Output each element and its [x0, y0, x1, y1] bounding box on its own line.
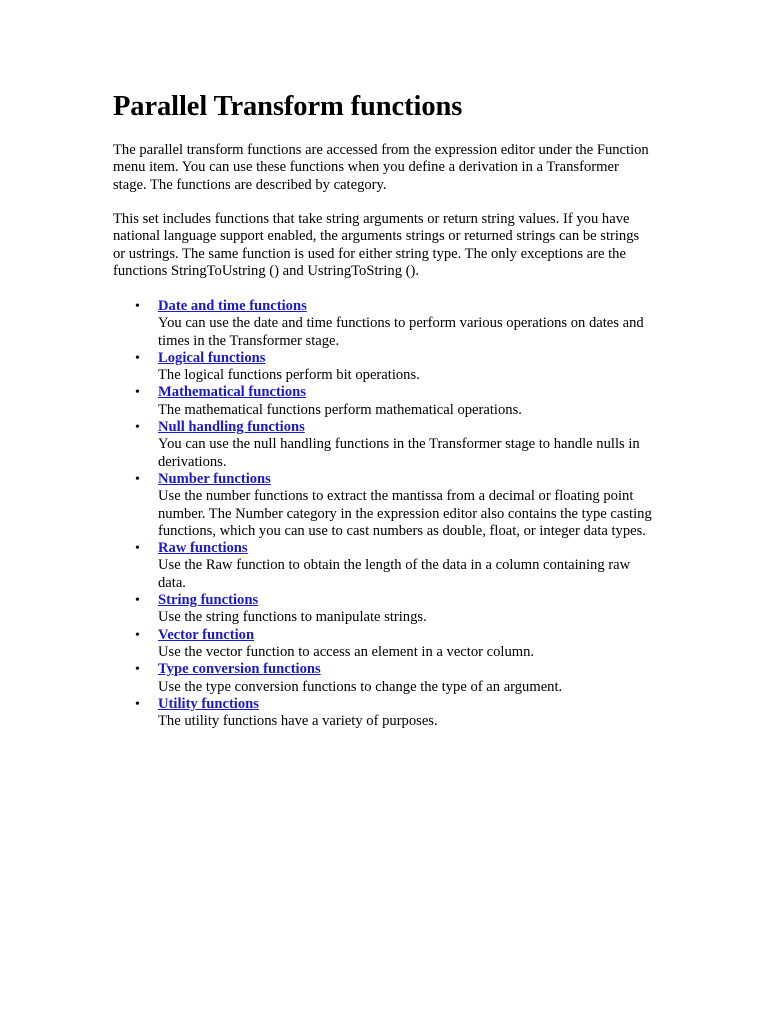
list-item-description: Use the vector function to access an element in a vector column. [158, 643, 535, 660]
list-item-description: Use the type conversion functions to change the type of an argument. [158, 678, 563, 695]
bullet-icon: • [135, 420, 140, 436]
list-item [113, 298, 653, 350]
list-item [113, 592, 653, 627]
bullet-icon: • [135, 593, 140, 609]
raw-functions-link[interactable]: Raw functions [158, 540, 248, 557]
mathematical-functions-link[interactable]: Mathematical functions [158, 384, 306, 401]
bullet-icon: • [135, 627, 140, 643]
bullet-icon: • [135, 299, 140, 314]
logical-functions-link[interactable]: Logical functions [158, 349, 266, 366]
date-time-functions-link[interactable]: Date and time functions [158, 298, 307, 314]
vector-function-link[interactable]: Vector function [158, 626, 255, 643]
list-item [113, 419, 653, 471]
bullet-icon: • [135, 385, 140, 401]
list-item [113, 471, 653, 540]
list-item-description: The logical functions perform bit operations. [158, 367, 420, 384]
list-item-description: Use the string functions to manipulate strings. [158, 609, 427, 626]
type-conversion-functions-link[interactable]: Type conversion functions [158, 661, 321, 678]
list-item-description: The mathematical functions perform mathematical operations. [158, 401, 522, 418]
bullet-icon: • [135, 471, 140, 487]
bullet-icon: • [135, 350, 140, 366]
page-title: Parallel Transform functions [113, 91, 463, 122]
utility-functions-link[interactable]: Utility functions [158, 695, 259, 712]
list-item [113, 540, 653, 592]
list-item [113, 696, 653, 731]
string-functions-link[interactable]: String functions [158, 592, 259, 609]
list-item-description: Use the number functions to extract the mantissa from a decimal or floating point number. The Number category in the expression editor also contains the type casting functions, which you can use to cast numbers as double, float, or integer data types. [158, 488, 652, 539]
bullet-icon: • [135, 696, 140, 712]
function-category-list [113, 298, 653, 730]
bullet-icon: • [135, 662, 140, 678]
list-item-description: Use the Raw function to obtain the length of the data in a column containing raw data. [158, 557, 631, 591]
list-item [113, 384, 653, 419]
list-item [113, 627, 653, 662]
intro-paragraph: The parallel transform functions are accessed from the expression editor under the Function menu item. You can use these functions when you define a derivation in a Transformer stage. The functions are described by category. [113, 142, 649, 193]
list-item [113, 661, 653, 696]
list-item [113, 350, 653, 385]
list-item-description: The utility functions have a variety of purposes. [158, 713, 438, 730]
number-functions-link[interactable]: Number functions [158, 470, 271, 487]
list-item-description: You can use the null handling functions in the Transformer stage to handle nulls in derivations. [158, 436, 640, 470]
bullet-icon: • [135, 541, 140, 557]
null-handling-functions-link[interactable]: Null handling functions [158, 419, 305, 436]
list-item-description: You can use the date and time functions to perform various operations on dates and times in the Transformer stage. [158, 315, 644, 349]
string-support-paragraph: This set includes functions that take string arguments or return string values. If you have national language support enabled, the arguments strings or returned strings can be strings or ustrings. The same function is used for either string type. The only exceptions are the functions StringToUstring () and UstringToString (). [113, 211, 640, 280]
